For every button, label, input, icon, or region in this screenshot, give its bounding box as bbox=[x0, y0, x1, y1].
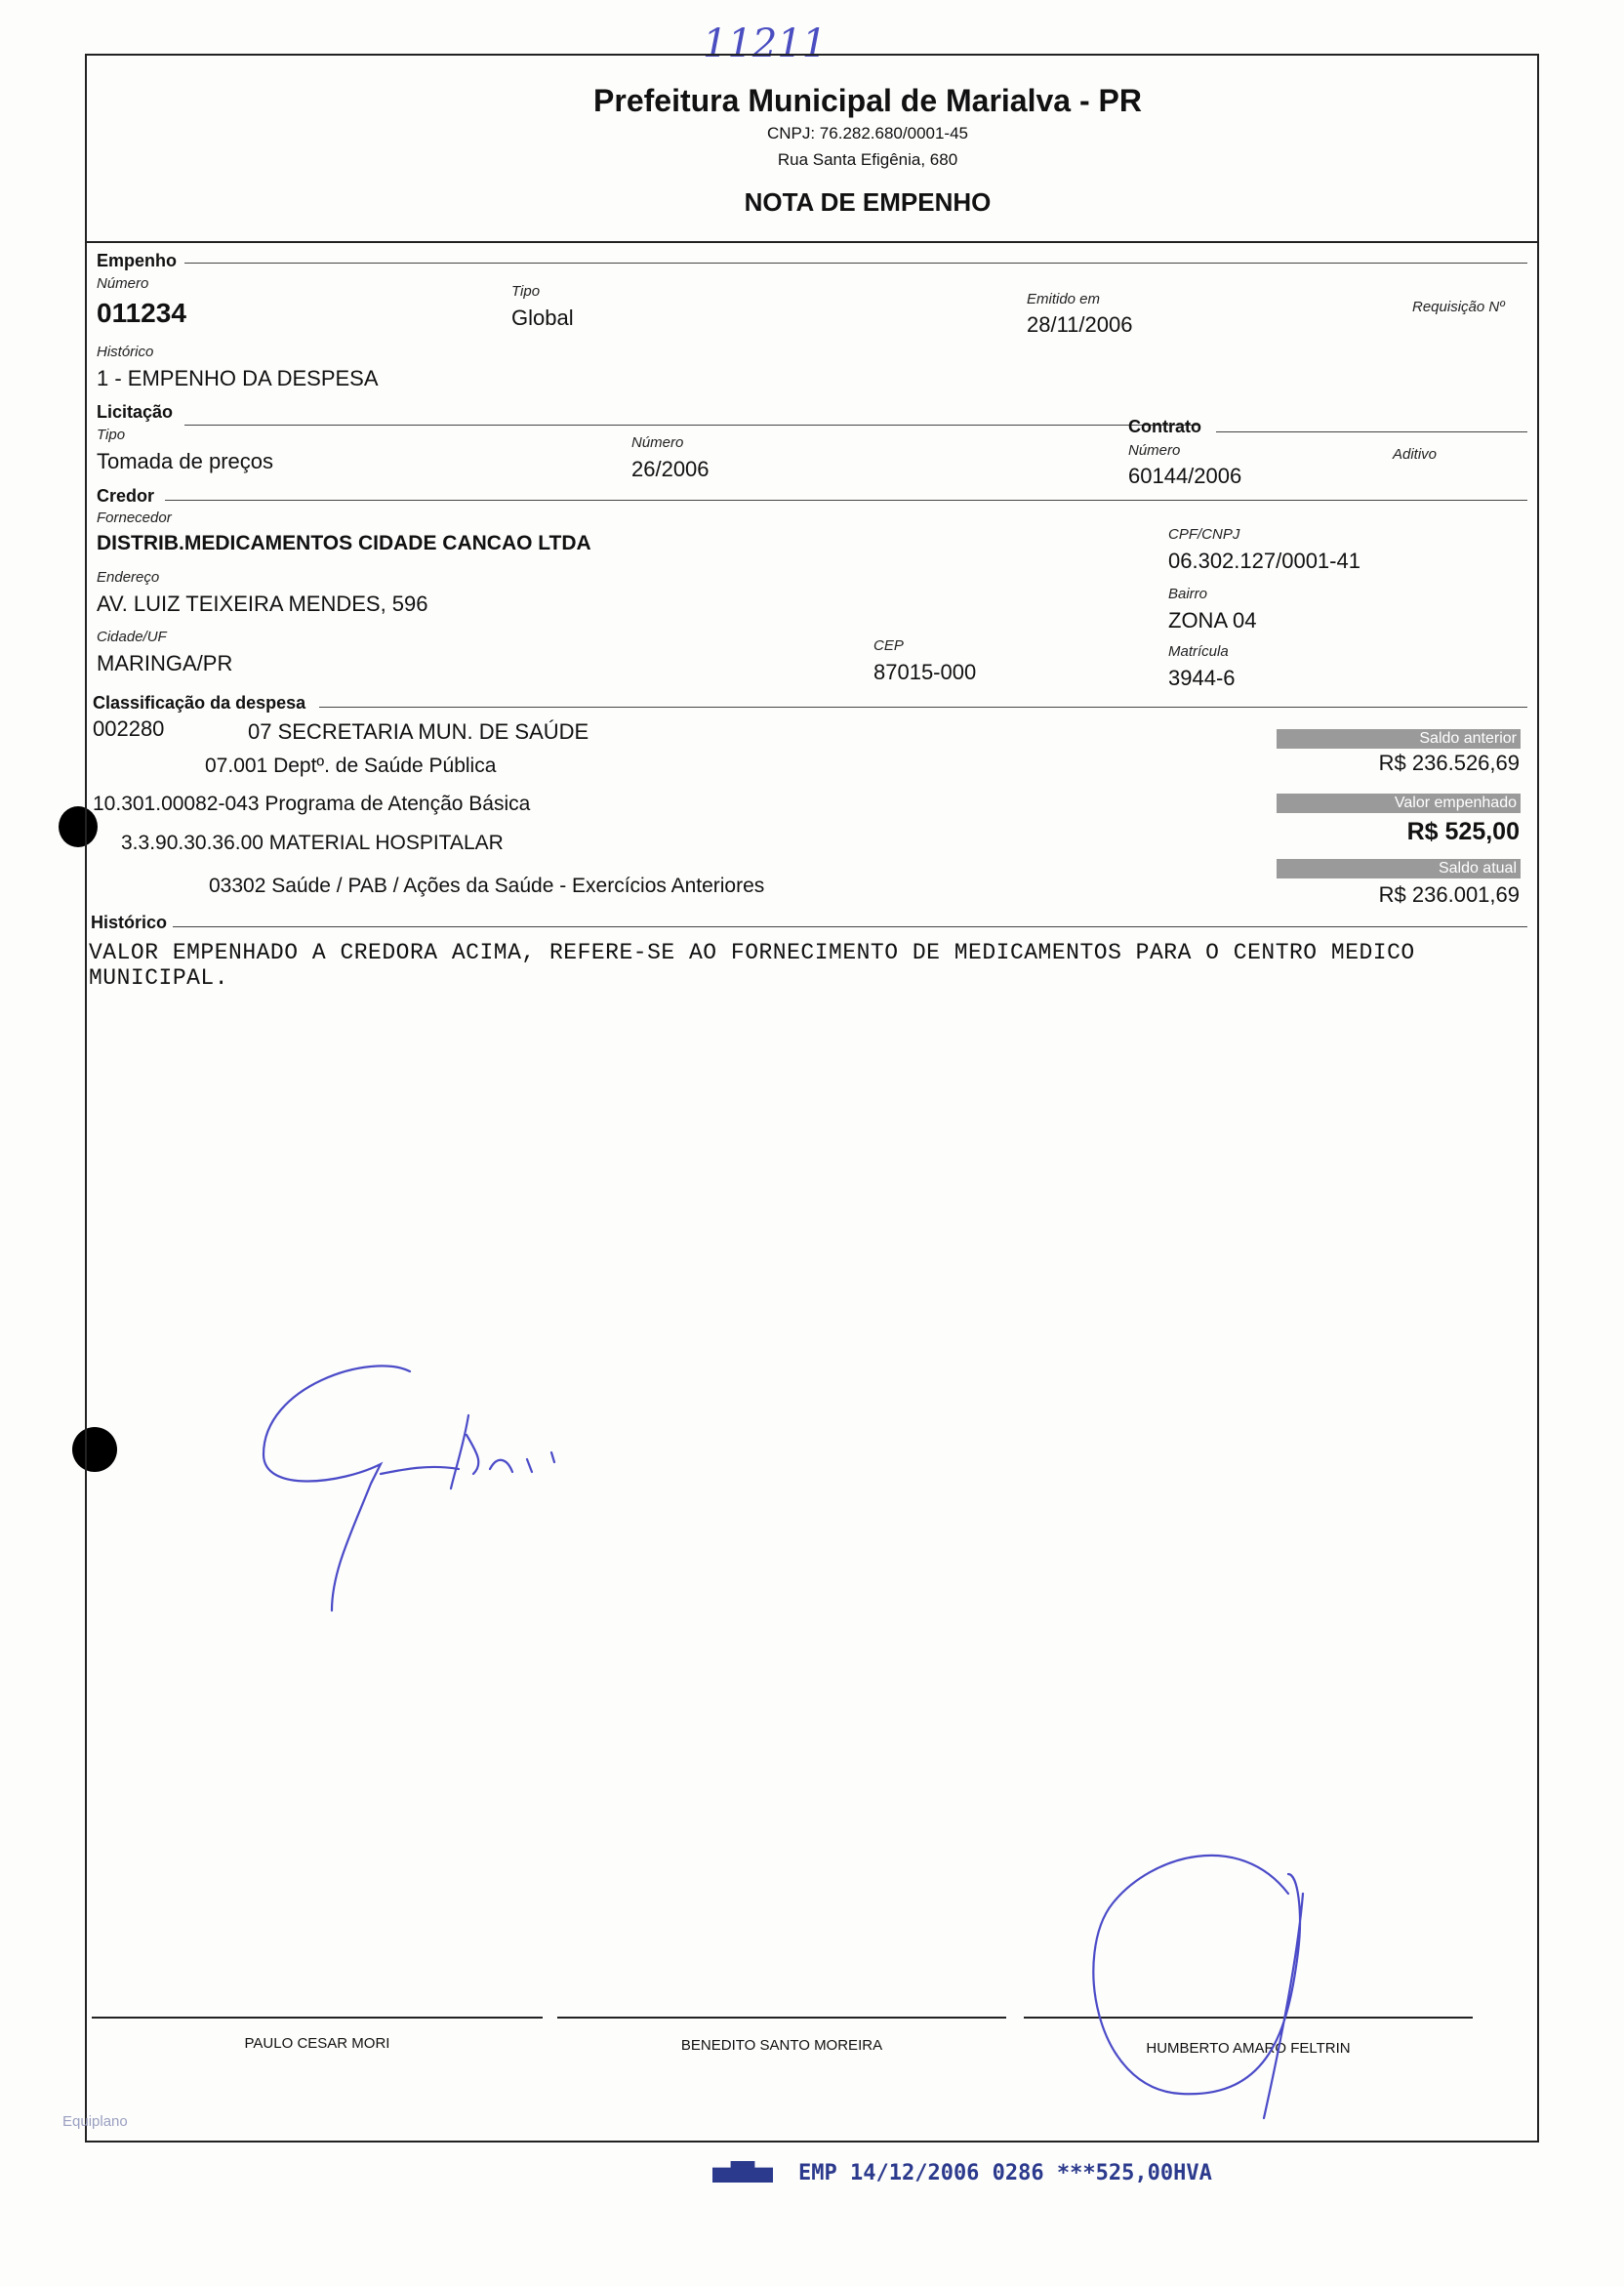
endereco-value: AV. LUIZ TEIXEIRA MENDES, 596 bbox=[97, 592, 428, 616]
empenho-tipo: Global bbox=[511, 306, 574, 330]
cidade-value: MARINGA/PR bbox=[97, 651, 233, 675]
historico-label: Histórico bbox=[97, 344, 154, 360]
emitido-label: Emitido em bbox=[1027, 291, 1101, 307]
licitacao-tipo-label: Tipo bbox=[97, 427, 126, 443]
fornecedor-name: DISTRIB.MEDICAMENTOS CIDADE CANCAO LTDA bbox=[97, 532, 591, 554]
section-rule bbox=[1216, 431, 1527, 432]
empenho-historico: 1 - EMPENHO DA DESPESA bbox=[97, 366, 379, 390]
contrato-numero: 60144/2006 bbox=[1128, 464, 1242, 488]
valor-empenhado-value: R$ 525,00 bbox=[1406, 818, 1520, 845]
classificacao-line3: 10.301.00082-043 Programa de Atenção Básica bbox=[93, 793, 531, 815]
bairro-label: Bairro bbox=[1168, 586, 1208, 602]
historico-line1: VALOR EMPENHADO A CREDORA ACIMA, REFERE-SE AO FORNECIMENTO DE MEDICAMENTOS PARA O CENTRO MEDICO bbox=[89, 940, 1415, 965]
historico-line2: MUNICIPAL. bbox=[89, 965, 229, 991]
classificacao-line5: 03302 Saúde / PAB / Ações da Saúde - Exercícios Anteriores bbox=[209, 875, 765, 897]
saldo-atual-label: Saldo atual bbox=[1277, 859, 1521, 878]
matricula-label: Matrícula bbox=[1168, 643, 1229, 660]
valor-empenhado-label: Valor empenhado bbox=[1277, 794, 1521, 813]
bank-stamp: EMP 14/12/2006 0286 ***525,00HVA bbox=[798, 2161, 1212, 2185]
handwritten-signature bbox=[234, 1347, 703, 1640]
signatory-name: PAULO CESAR MORI bbox=[244, 2035, 390, 2052]
empenho-numero: 011234 bbox=[97, 298, 186, 328]
section-credor: Credor bbox=[97, 486, 155, 506]
endereco-label: Endereço bbox=[97, 569, 160, 586]
tipo-label: Tipo bbox=[511, 283, 541, 300]
saldo-anterior-label: Saldo anterior bbox=[1277, 729, 1521, 749]
nota-de-empenho-form bbox=[85, 54, 1539, 2143]
contrato-numero-label: Número bbox=[1128, 442, 1181, 459]
section-rule bbox=[184, 425, 1199, 426]
cep-value: 87015-000 bbox=[873, 660, 977, 684]
numero-label: Número bbox=[97, 275, 149, 292]
section-rule bbox=[184, 263, 1527, 264]
document-title: NOTA DE EMPENHO bbox=[744, 187, 992, 217]
address-text: Rua Santa Efigênia, 680 bbox=[777, 150, 958, 169]
header-divider bbox=[87, 241, 1537, 243]
licitacao-tipo: Tomada de preços bbox=[97, 449, 273, 473]
requisicao-label: Requisição Nº bbox=[1412, 299, 1505, 315]
section-historico: Histórico bbox=[91, 913, 168, 932]
bank-stamp-logo bbox=[712, 2161, 773, 2183]
bairro-value: ZONA 04 bbox=[1168, 608, 1257, 633]
licitacao-numero-label: Número bbox=[631, 434, 684, 451]
section-rule bbox=[165, 500, 1527, 501]
section-classificacao: Classificação da despesa bbox=[93, 693, 306, 713]
saldo-anterior-value: R$ 236.526,69 bbox=[1378, 751, 1520, 775]
cnpj-text: CNPJ: 76.282.680/0001-45 bbox=[766, 124, 969, 143]
signatory-name: BENEDITO SANTO MOREIRA bbox=[680, 2037, 883, 2054]
saldo-atual-value: R$ 236.001,69 bbox=[1378, 882, 1520, 907]
page-title: Prefeitura Municipal de Marialva - PR bbox=[593, 83, 1142, 118]
cidade-label: Cidade/UF bbox=[97, 629, 167, 645]
section-contrato: Contrato bbox=[1128, 417, 1201, 436]
fornecedor-label: Fornecedor bbox=[97, 510, 172, 526]
signatory-name: HUMBERTO AMARO FELTRIN bbox=[1146, 2040, 1351, 2057]
classificacao-line2: 07.001 Deptº. de Saúde Pública bbox=[205, 755, 497, 777]
section-rule bbox=[319, 707, 1527, 708]
footer-brand: Equiplano bbox=[62, 2113, 128, 2130]
aditivo-label: Aditivo bbox=[1393, 446, 1438, 463]
classificacao-line1: 07 SECRETARIA MUN. DE SAÚDE bbox=[248, 719, 589, 744]
classificacao-code: 002280 bbox=[93, 716, 165, 741]
signature-line bbox=[557, 2017, 1006, 2019]
handwritten-reference: 11211 bbox=[703, 21, 828, 66]
matricula-value: 3944-6 bbox=[1168, 666, 1236, 690]
section-licitacao: Licitação bbox=[97, 402, 174, 422]
signature-line bbox=[92, 2017, 543, 2019]
section-empenho: Empenho bbox=[97, 251, 178, 270]
section-rule bbox=[173, 926, 1527, 927]
cpf-value: 06.302.127/0001-41 bbox=[1168, 549, 1360, 573]
handwritten-signature bbox=[1074, 1835, 1327, 2147]
emitido-date: 28/11/2006 bbox=[1027, 312, 1133, 337]
cpf-label: CPF/CNPJ bbox=[1168, 526, 1240, 543]
licitacao-numero: 26/2006 bbox=[631, 457, 710, 481]
classificacao-line4: 3.3.90.30.36.00 MATERIAL HOSPITALAR bbox=[121, 832, 504, 854]
cep-label: CEP bbox=[873, 637, 904, 654]
